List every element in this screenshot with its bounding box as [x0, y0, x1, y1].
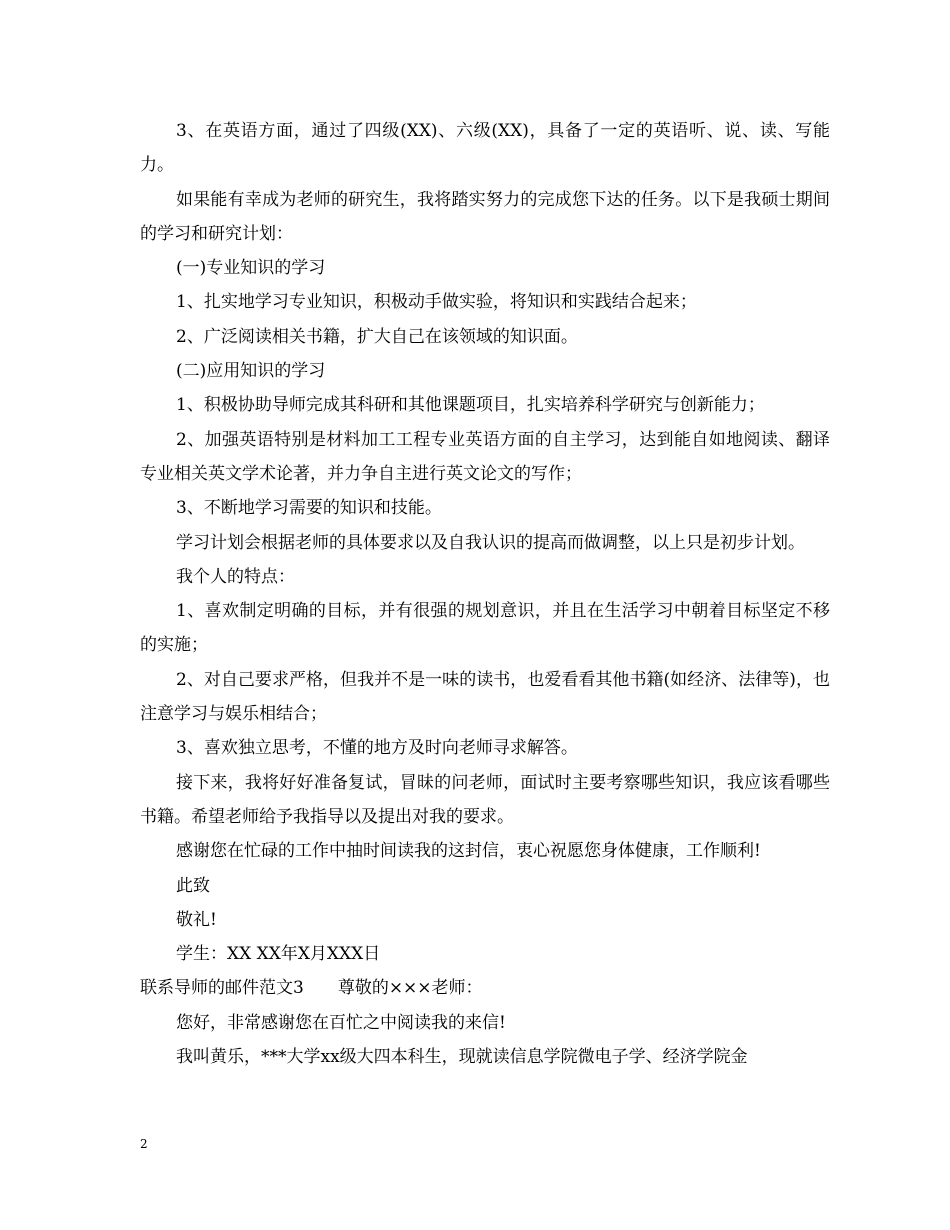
- paragraph-greeting: 您好，非常感谢您在百忙之中阅读我的来信!: [176, 1012, 506, 1033]
- heading-professional-knowledge: (一)专业知识的学习: [176, 258, 326, 279]
- list-item-applied-1: 1、积极协助导师完成其科研和其他课题项目，扎实培养科学研究与创新能力；: [176, 395, 765, 416]
- paragraph-thanks: 感谢您在忙碌的工作中抽时间读我的这封信，衷心祝愿您身体健康，工作顺利!: [176, 841, 761, 862]
- paragraph-study-plan-intro: 如果能有幸成为老师的研究生，我将踏实努力的完成您下达的任务。以下是我硕士期间的学习和研究计划：: [140, 189, 830, 244]
- closing-regards: 敬礼!: [176, 909, 217, 930]
- paragraph-self-introduction: 我叫黄乐，***大学xx级大四本科生，现就读信息学院微电子学、经济学院金: [176, 1047, 748, 1068]
- heading-personal-traits: 我个人的特点：: [176, 566, 295, 587]
- list-item-trait-2: 2、对自己要求严格，但我并不是一味的读书，也爱看看其他书籍(如经济、法律等)，也注意学习与娱乐相结合；: [140, 669, 830, 725]
- paragraph-next-steps: 接下来，我将好好准备复试，冒昧的问老师，面试时主要考察哪些知识，我应该看哪些书籍。希望老师给予我指导以及提出对我的要求。: [140, 772, 830, 827]
- closing-salutation: 此致: [176, 875, 210, 896]
- list-item-professional-1: 1、扎实地学习专业知识，积极动手做实验，将知识和实践结合起来；: [176, 292, 697, 313]
- paragraph-plan-adjustment: 学习计划会根据老师的具体要求以及自我认识的提高而做调整，以上只是初步计划。: [176, 532, 805, 553]
- list-item-applied-2: 2、加强英语特别是材料加工工程专业英语方面的自主学习，达到能自如地阅读、翻译专业相关英文学术论著，并力争自主进行英文论文的写作；: [140, 429, 830, 484]
- document-body: [140, 114, 830, 1074]
- signature-line: 学生：XX XX年X月XXX日: [176, 944, 381, 965]
- sample-email-heading: 联系导师的邮件范文3 尊敬的×××老师：: [140, 978, 483, 999]
- page-number: 2: [140, 1137, 148, 1151]
- list-item-trait-3: 3、喜欢独立思考，不懂的地方及时向老师寻求解答。: [176, 738, 578, 759]
- heading-applied-knowledge: (二)应用知识的学习: [176, 361, 326, 382]
- list-item-professional-2: 2、广泛阅读相关书籍，扩大自己在该领域的知识面。: [176, 326, 578, 347]
- list-item-trait-1: 1、喜欢制定明确的目标，并有很强的规划意识，并且在生活学习中朝着目标坚定不移的实施；: [140, 601, 830, 656]
- paragraph-english-ability: 3、在英语方面，通过了四级(XX)、六级(XX)，具备了一定的英语听、说、读、写能力。: [140, 121, 830, 176]
- list-item-applied-3: 3、不断地学习需要的知识和技能。: [176, 498, 442, 519]
